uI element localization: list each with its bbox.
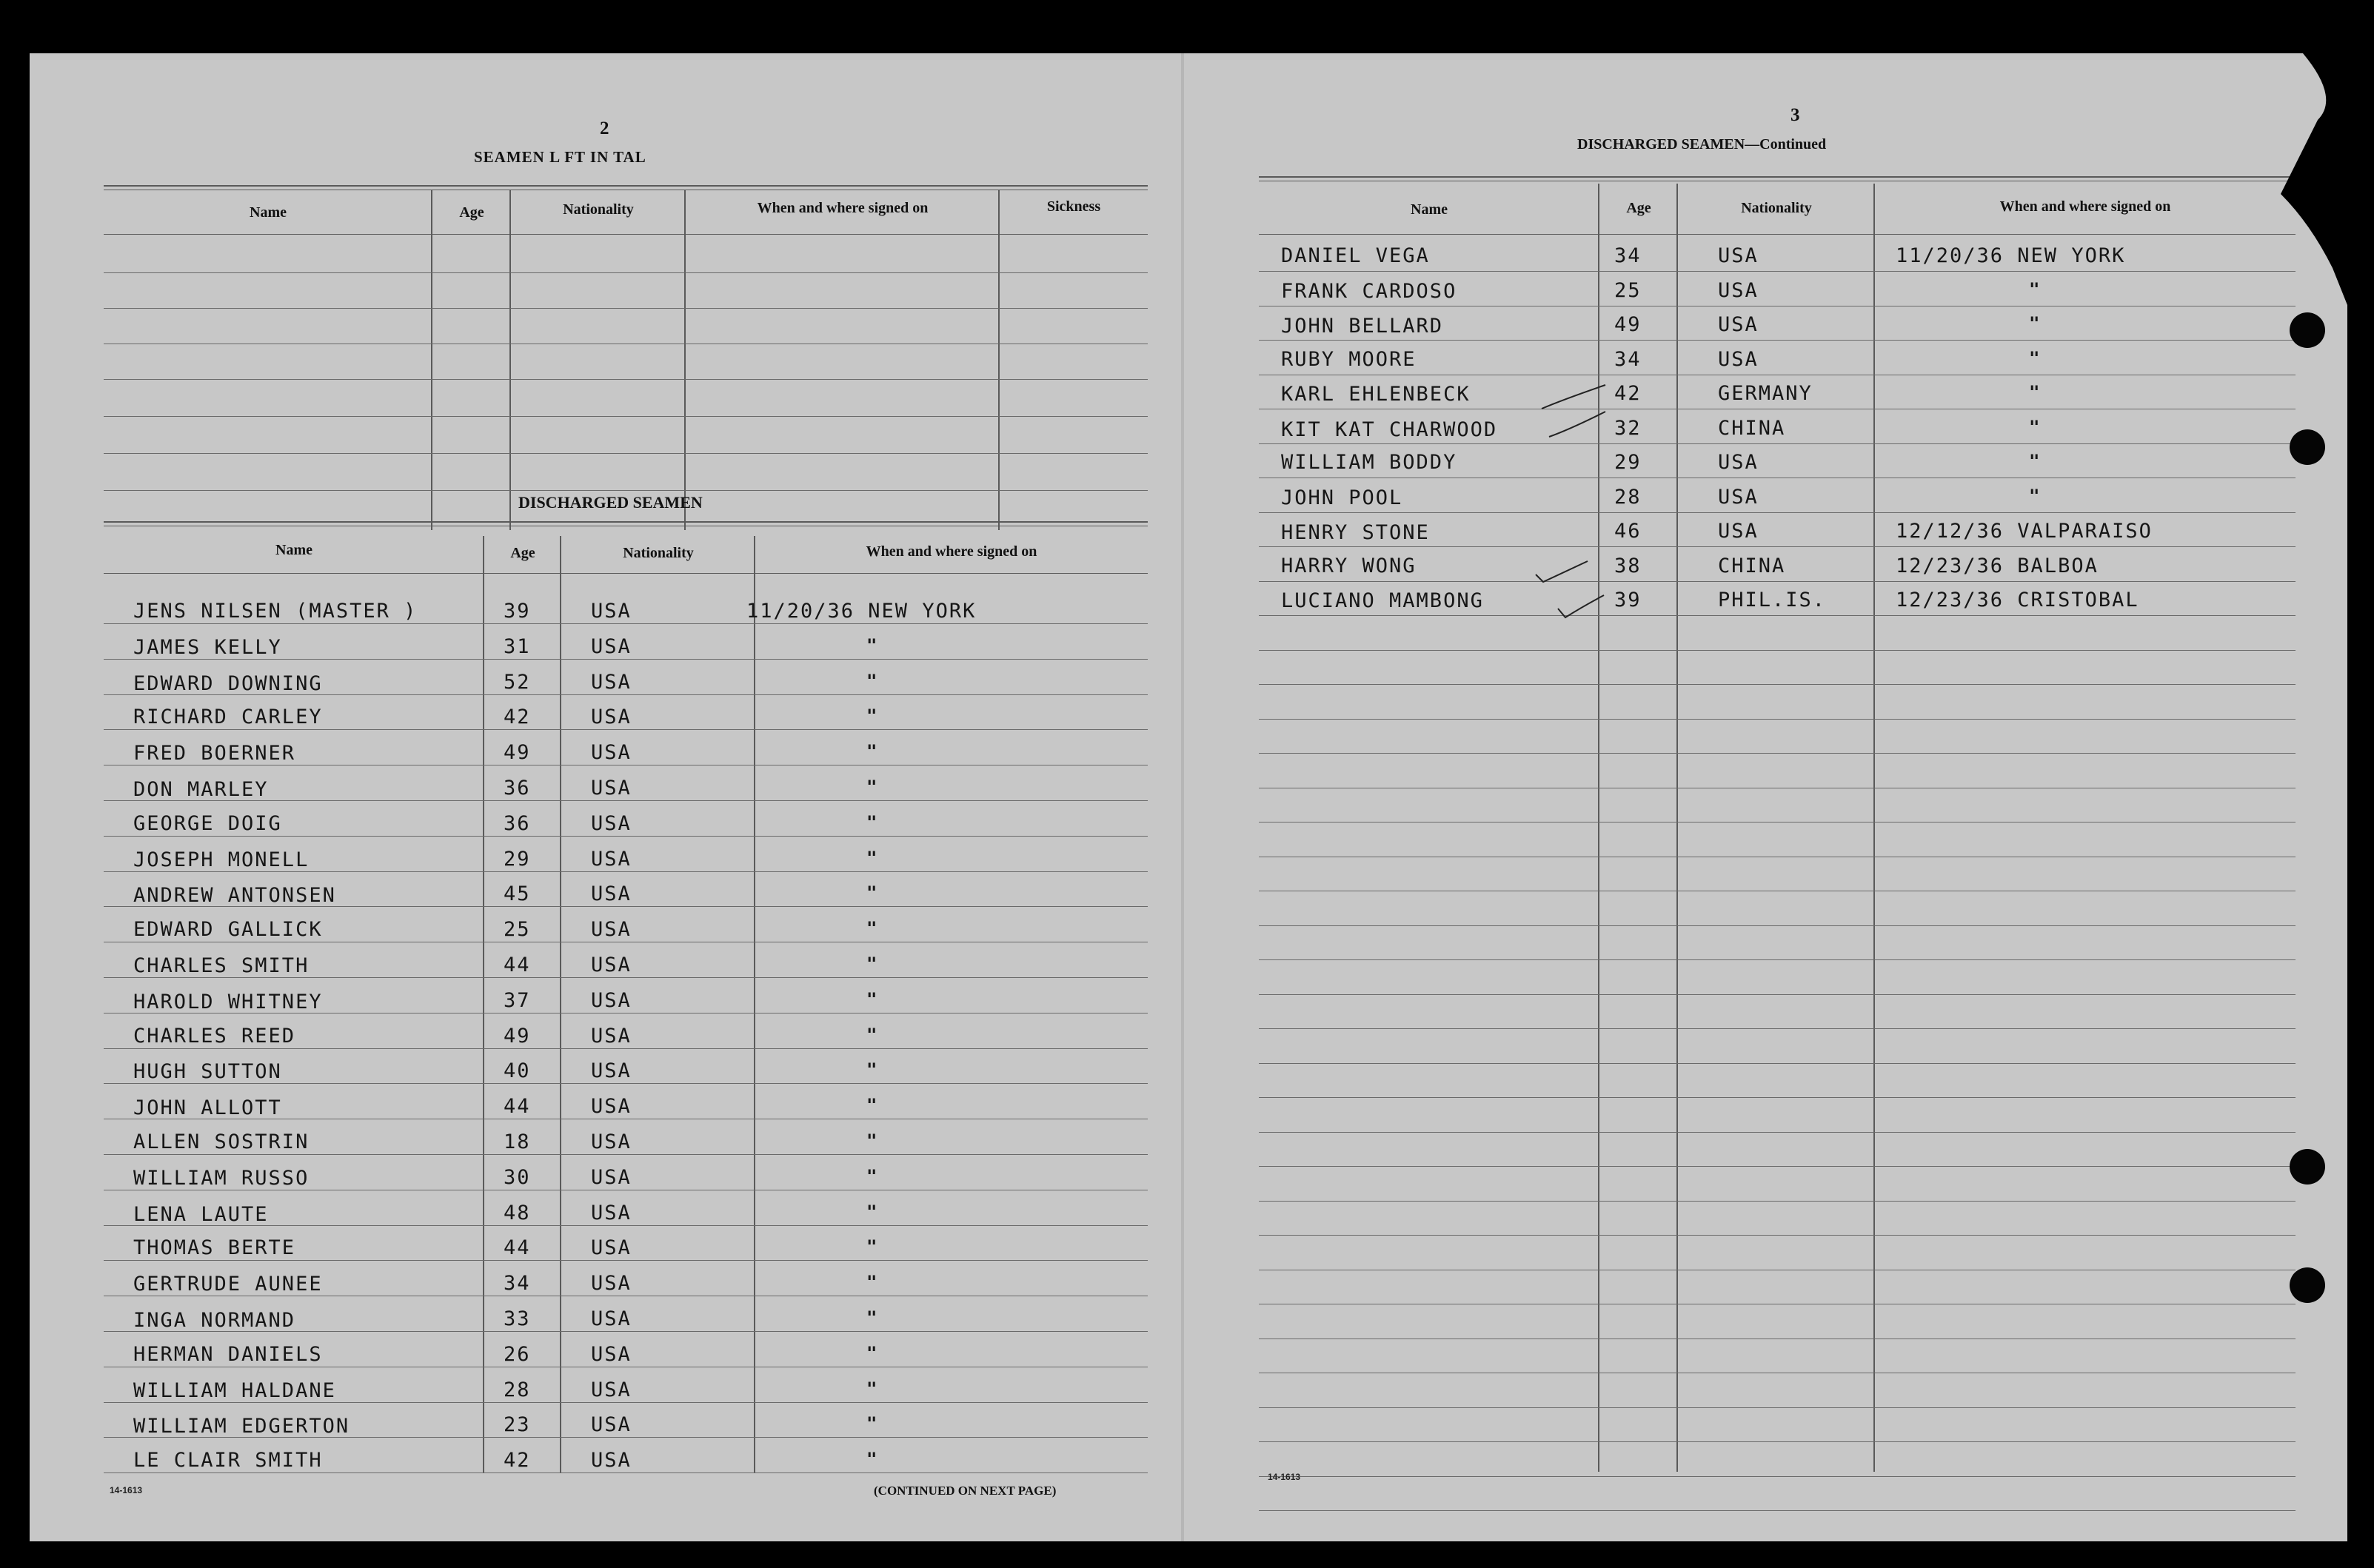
seaman-name: JOSEPH MONELL	[133, 848, 310, 871]
seaman-nationality: USA	[1718, 313, 1759, 336]
seaman-name: EDWARD GALLICK	[133, 918, 323, 942]
row-rule	[1259, 650, 2296, 651]
signed-on: "	[866, 1024, 877, 1045]
checkmark-icon	[1548, 407, 1607, 444]
seaman-nationality: USA	[591, 882, 632, 906]
section-title-discharged: DISCHARGED SEAMEN	[518, 493, 703, 512]
signed-on: 12/23/36 CRISTOBAL	[1896, 589, 2139, 612]
row-rule	[1259, 1028, 2296, 1029]
seaman-nationality: USA	[591, 954, 632, 976]
seaman-nationality: USA	[591, 1449, 632, 1472]
punch-hole	[2290, 429, 2325, 465]
seaman-nationality: USA	[591, 1236, 632, 1260]
row-rule	[104, 1472, 1148, 1473]
seaman-name: INGA NORMAND	[133, 1309, 296, 1332]
seaman-nationality: USA	[591, 1307, 632, 1330]
seaman-age: 40	[504, 1059, 531, 1083]
seaman-age: 39	[1614, 589, 1642, 612]
signed-on: "	[866, 847, 877, 868]
punch-hole	[2290, 1149, 2325, 1185]
row-rule	[1259, 959, 2296, 960]
signed-on: 12/12/36 VALPARAISO	[1896, 520, 2153, 543]
seaman-name: JOHN BELLARD	[1281, 315, 1444, 338]
row-rule	[1259, 719, 2296, 720]
seaman-nationality: USA	[591, 847, 632, 871]
col-header-age: Age	[459, 204, 484, 221]
manifest-sheet	[30, 53, 2347, 1541]
seaman-name: DON MARLEY	[133, 778, 269, 801]
row-rule	[104, 836, 1148, 837]
row-rule	[1259, 1097, 2296, 1098]
seaman-age: 28	[504, 1378, 531, 1401]
seaman-nationality: USA	[1718, 451, 1759, 474]
row-rule	[104, 977, 1148, 978]
seaman-name: RUBY MOORE	[1281, 347, 1417, 371]
seaman-nationality: USA	[591, 1095, 632, 1119]
row-rule	[1259, 1132, 2296, 1133]
seaman-age: 42	[1614, 382, 1642, 405]
seaman-nationality: CHINA	[1718, 416, 1786, 440]
signed-on: "	[2029, 451, 2040, 472]
signed-on: "	[866, 1201, 877, 1222]
row-rule	[1259, 1201, 2296, 1202]
seaman-age: 34	[1614, 244, 1642, 267]
signed-on: 11/20/36 NEW YORK	[1896, 244, 2126, 267]
row-rule	[104, 1402, 1148, 1403]
seaman-name: HAROLD WHITNEY	[133, 990, 323, 1013]
seaman-age: 36	[504, 777, 531, 800]
seaman-name: HENRY STONE	[1281, 521, 1430, 544]
row-rule	[104, 1048, 1148, 1049]
signed-on: "	[866, 1307, 877, 1328]
seaman-age: 30	[504, 1165, 531, 1189]
signed-on: "	[866, 1095, 877, 1116]
seaman-nationality: USA	[1718, 278, 1759, 302]
seaman-age: 33	[504, 1307, 531, 1330]
signed-on: "	[866, 706, 877, 727]
seaman-name: JOHN ALLOTT	[133, 1096, 282, 1120]
seaman-age: 49	[504, 741, 531, 765]
col-header-age: Age	[510, 545, 535, 561]
seaman-nationality: USA	[591, 1059, 632, 1083]
col-header-nationality: Nationality	[563, 201, 634, 218]
col-header-signed-on: When and where signed on	[866, 543, 1037, 560]
row-rule	[1259, 615, 2296, 616]
seaman-nationality: USA	[591, 1024, 632, 1048]
seaman-age: 29	[504, 847, 531, 871]
row-rule	[1259, 1510, 2296, 1511]
seaman-age: 45	[504, 882, 531, 906]
signed-on: "	[866, 1059, 877, 1081]
row-rule	[104, 659, 1148, 660]
col-header-signed-on: When and where signed on	[757, 200, 929, 216]
seaman-name: JAMES KELLY	[133, 635, 282, 659]
seaman-name: CHARLES SMITH	[133, 954, 310, 977]
seaman-name: RICHARD CARLEY	[133, 706, 323, 729]
col-header-nationality: Nationality	[1741, 200, 1812, 216]
right-page	[1185, 53, 2347, 1541]
form-number: 14-1613	[110, 1485, 143, 1495]
col-header-name: Name	[275, 542, 312, 558]
row-rule	[1259, 340, 2296, 341]
form-number: 14-1613	[1268, 1472, 1301, 1482]
seaman-name: KARL EHLENBECK	[1281, 383, 1471, 406]
row-rule	[104, 871, 1148, 872]
seaman-name: GERTRUDE AUNEE	[133, 1273, 323, 1296]
signed-on: "	[2029, 278, 2040, 300]
punch-hole	[2290, 1267, 2325, 1303]
seaman-age: 18	[504, 1130, 531, 1153]
col-header-name: Name	[1411, 201, 1448, 218]
seaman-age: 25	[1614, 278, 1642, 302]
signed-on: "	[866, 634, 877, 656]
signed-on: "	[2029, 347, 2040, 369]
signed-on: "	[2029, 382, 2040, 403]
seaman-nationality: GERMANY	[1718, 382, 1813, 405]
seaman-nationality: USA	[591, 988, 632, 1012]
row-rule	[104, 623, 1148, 624]
row-rule	[104, 1083, 1148, 1084]
page-number: 2	[600, 118, 609, 138]
seaman-nationality: USA	[591, 706, 632, 729]
seaman-nationality: USA	[591, 1378, 632, 1401]
col-header-nationality: Nationality	[623, 545, 694, 561]
seaman-age: 48	[504, 1201, 531, 1224]
seaman-name: GEORGE DOIG	[133, 811, 282, 835]
row-rule	[1259, 684, 2296, 685]
signed-on: 11/20/36 NEW YORK	[746, 600, 977, 623]
seaman-age: 42	[504, 706, 531, 729]
seaman-nationality: CHINA	[1718, 554, 1786, 577]
col-header-signed-on: When and where signed on	[1999, 198, 2171, 215]
seaman-name: CHARLES REED	[133, 1024, 296, 1048]
seaman-nationality: USA	[591, 1342, 632, 1366]
signed-on: "	[866, 670, 877, 691]
row-rule	[1259, 753, 2296, 754]
seaman-nationality: USA	[1718, 347, 1759, 371]
seaman-age: 23	[504, 1413, 531, 1437]
seaman-name: EDWARD DOWNING	[133, 671, 323, 695]
seaman-age: 32	[1614, 416, 1642, 440]
seaman-nationality: USA	[591, 741, 632, 765]
signed-on: "	[866, 1272, 877, 1293]
punch-hole	[2290, 312, 2325, 348]
seaman-age: 29	[1614, 451, 1642, 474]
signed-on: "	[866, 1165, 877, 1187]
row-rule	[1259, 1476, 2296, 1477]
row-rule	[104, 1260, 1148, 1261]
row-rule	[1259, 1235, 2296, 1236]
continued-footer: (CONTINUED ON NEXT PAGE)	[874, 1484, 1057, 1498]
seaman-name: LUCIANO MAMBONG	[1281, 589, 1484, 612]
seaman-nationality: USA	[591, 1130, 632, 1153]
seaman-age: 28	[1614, 485, 1642, 509]
seaman-name: JENS NILSEN (MASTER )	[133, 600, 418, 623]
signed-on: "	[866, 988, 877, 1010]
seaman-name: WILLIAM RUSSO	[133, 1166, 310, 1190]
seaman-age: 34	[1614, 347, 1642, 371]
seaman-name: HARRY WONG	[1281, 554, 1417, 577]
row-rule	[1259, 994, 2296, 995]
seaman-nationality: PHIL.IS.	[1718, 589, 1827, 612]
seaman-name: DANIEL VEGA	[1281, 244, 1430, 267]
seaman-age: 49	[504, 1024, 531, 1048]
seaman-age: 44	[504, 1236, 531, 1260]
seaman-nationality: USA	[591, 777, 632, 800]
row-rule	[1259, 581, 2296, 582]
checkmark-icon	[1555, 591, 1607, 623]
page-fold	[1181, 53, 1184, 1541]
seaman-name: WILLIAM EDGERTON	[133, 1415, 350, 1438]
col-header-sickness: Sickness	[1046, 198, 1101, 215]
row-rule	[104, 729, 1148, 730]
row-rule	[104, 1154, 1148, 1155]
seaman-nationality: USA	[591, 600, 632, 623]
signed-on: 12/23/36 BALBOA	[1896, 554, 2099, 577]
checkmark-icon	[1533, 558, 1592, 588]
seaman-nationality: USA	[591, 670, 632, 694]
seaman-nationality: USA	[591, 1201, 632, 1224]
row-rule	[1259, 271, 2296, 272]
seaman-age: 31	[504, 634, 531, 658]
left-page	[30, 53, 1185, 1541]
col-header-age: Age	[1626, 200, 1651, 216]
row-rule	[1259, 512, 2296, 513]
seaman-nationality: USA	[1718, 485, 1759, 509]
seaman-nationality: USA	[591, 634, 632, 658]
seaman-age: 46	[1614, 520, 1642, 543]
seaman-age: 44	[504, 954, 531, 976]
signed-on: "	[866, 1449, 877, 1470]
row-rule	[1259, 1407, 2296, 1408]
signed-on: "	[2029, 416, 2040, 438]
torn-corner	[2258, 53, 2347, 305]
signed-on: "	[866, 811, 877, 833]
seaman-age: 37	[504, 988, 531, 1012]
row-rule	[1259, 1063, 2296, 1064]
signed-on: "	[866, 777, 877, 797]
seaman-age: 38	[1614, 554, 1642, 577]
seaman-name: KIT KAT CHARWOOD	[1281, 418, 1498, 441]
seaman-nationality: USA	[591, 1272, 632, 1296]
row-rule	[1259, 1441, 2296, 1442]
seaman-age: 25	[504, 918, 531, 942]
signed-on: "	[866, 1413, 877, 1435]
seaman-age: 26	[504, 1342, 531, 1366]
page-number: 3	[1790, 105, 1800, 125]
seaman-age: 36	[504, 811, 531, 835]
seaman-name: HUGH SUTTON	[133, 1060, 282, 1084]
seaman-name: ALLEN SOSTRIN	[133, 1130, 310, 1153]
seaman-name: WILLIAM HALDANE	[133, 1378, 336, 1402]
row-rule	[1259, 546, 2296, 547]
row-rule	[1259, 443, 2296, 444]
signed-on: "	[866, 918, 877, 939]
seaman-age: 49	[1614, 313, 1642, 336]
left-top-heading: SEAMEN L FT IN TAL	[474, 148, 646, 166]
seaman-nationality: USA	[1718, 244, 1759, 267]
seaman-name: LE CLAIR SMITH	[133, 1449, 323, 1472]
seaman-nationality: USA	[1718, 520, 1759, 543]
seaman-name: HERMAN DANIELS	[133, 1342, 323, 1366]
section-title-continued: DISCHARGED SEAMEN—Continued	[1577, 136, 1827, 153]
signed-on: "	[866, 1236, 877, 1258]
seaman-name: ANDREW ANTONSEN	[133, 884, 336, 908]
signed-on: "	[866, 1378, 877, 1399]
seaman-name: LENA LAUTE	[133, 1202, 269, 1226]
signed-on: "	[866, 954, 877, 974]
seaman-name: FRED BOERNER	[133, 742, 296, 765]
signed-on: "	[866, 1342, 877, 1364]
signed-on: "	[866, 882, 877, 904]
seaman-nationality: USA	[591, 1413, 632, 1437]
seaman-age: 52	[504, 670, 531, 694]
seaman-nationality: USA	[591, 1165, 632, 1189]
signed-on: "	[2029, 313, 2040, 334]
signed-on: "	[866, 1130, 877, 1151]
seaman-name: JOHN POOL	[1281, 486, 1403, 509]
signed-on: "	[866, 741, 877, 763]
seaman-age: 42	[504, 1449, 531, 1472]
seaman-name: WILLIAM BODDY	[1281, 451, 1457, 474]
row-rule	[1259, 1166, 2296, 1167]
seaman-age: 34	[504, 1272, 531, 1296]
seaman-nationality: USA	[591, 918, 632, 942]
seaman-name: THOMAS BERTE	[133, 1236, 296, 1260]
seaman-nationality: USA	[591, 811, 632, 835]
signed-on: "	[2029, 485, 2040, 506]
seaman-name: FRANK CARDOSO	[1281, 279, 1457, 303]
col-header-name: Name	[250, 204, 287, 221]
row-rule	[1259, 925, 2296, 926]
seaman-age: 44	[504, 1095, 531, 1119]
seaman-age: 39	[504, 600, 531, 623]
